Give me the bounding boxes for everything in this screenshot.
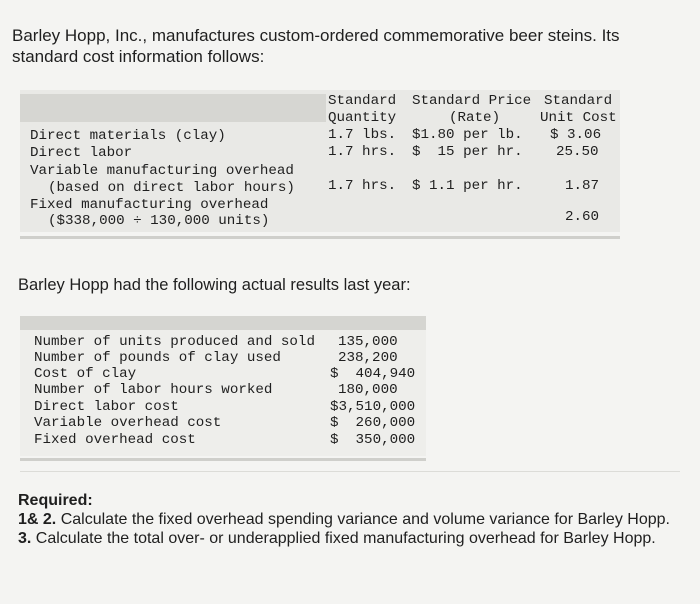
row-unit-cost: 25.50 xyxy=(556,144,599,160)
row-value: 135,000 xyxy=(338,334,398,350)
row-label: Variable overhead cost xyxy=(34,415,222,431)
row-unit-cost: $ 3.06 xyxy=(550,127,602,143)
row-price: $ 15 per hr. xyxy=(412,144,523,160)
row-price: $ 1.1 per hr. xyxy=(412,178,523,194)
row-unit-cost: 2.60 xyxy=(565,209,600,225)
row-label-detail: ($338,000 ÷ 130,000 units) xyxy=(48,213,270,229)
row-label: Number of pounds of clay used xyxy=(34,350,281,366)
row-label: Variable manufacturing overhead xyxy=(30,163,294,179)
table-bottom-rule xyxy=(20,236,620,239)
actual-results-intro: Barley Hopp had the following actual results last year: xyxy=(18,276,411,294)
required-item-text: Calculate the total over- or underapplied fixed manufacturing overhead for Barley Hopp. xyxy=(35,530,656,547)
header-standard-price-line1: Standard Price xyxy=(412,93,532,109)
row-value: $3,510,000 xyxy=(330,399,416,415)
row-label: Number of units produced and sold xyxy=(34,334,315,350)
row-label: Fixed overhead cost xyxy=(34,432,196,448)
row-unit-cost: 1.87 xyxy=(565,178,600,194)
row-label: Direct labor xyxy=(30,145,133,161)
row-value: $ 350,000 xyxy=(330,432,416,448)
standard-cost-table xyxy=(20,90,620,232)
problem-intro: Barley Hopp, Inc., manufactures custom-ordered commemorative beer steins. Its standard cost information follows: xyxy=(12,26,620,66)
required-heading: Required: xyxy=(18,492,93,509)
section-divider xyxy=(20,471,680,472)
header-unit-cost-line2: Unit Cost xyxy=(540,110,617,126)
row-label-detail: (based on direct labor hours) xyxy=(48,180,295,196)
row-label: Cost of clay xyxy=(34,366,137,382)
row-label: Direct labor cost xyxy=(34,399,179,415)
table-bottom-rule xyxy=(20,458,426,461)
row-value: 180,000 xyxy=(338,382,398,398)
row-label: Direct materials (clay) xyxy=(30,128,226,144)
required-item-1-2 xyxy=(18,510,688,529)
required-item-number: 1& 2. xyxy=(18,511,57,528)
row-label: Fixed manufacturing overhead xyxy=(30,197,269,213)
required-section xyxy=(18,491,688,548)
row-price: $1.80 per lb. xyxy=(412,127,523,143)
row-quantity: 1.7 hrs. xyxy=(328,178,397,194)
row-quantity: 1.7 lbs. xyxy=(328,127,397,143)
table-header-shade xyxy=(20,94,326,122)
header-standard-price-line2: (Rate) xyxy=(449,110,501,126)
header-standard-quantity-line2: Quantity xyxy=(328,110,397,126)
row-value: $ 260,000 xyxy=(330,415,416,431)
header-unit-cost-line1: Standard xyxy=(544,93,613,109)
table-header-shade xyxy=(20,316,426,330)
required-item-3 xyxy=(18,529,688,548)
row-value: 238,200 xyxy=(338,350,398,366)
actual-results-table xyxy=(20,316,426,456)
required-item-text: Calculate the fixed overhead spending variance and volume variance for Barley Hopp. xyxy=(60,511,670,528)
row-value: $ 404,940 xyxy=(330,366,416,382)
required-item-number: 3. xyxy=(18,530,32,547)
header-standard-quantity-line1: Standard xyxy=(328,93,397,109)
row-quantity: 1.7 hrs. xyxy=(328,144,397,160)
row-label: Number of labor hours worked xyxy=(34,382,273,398)
